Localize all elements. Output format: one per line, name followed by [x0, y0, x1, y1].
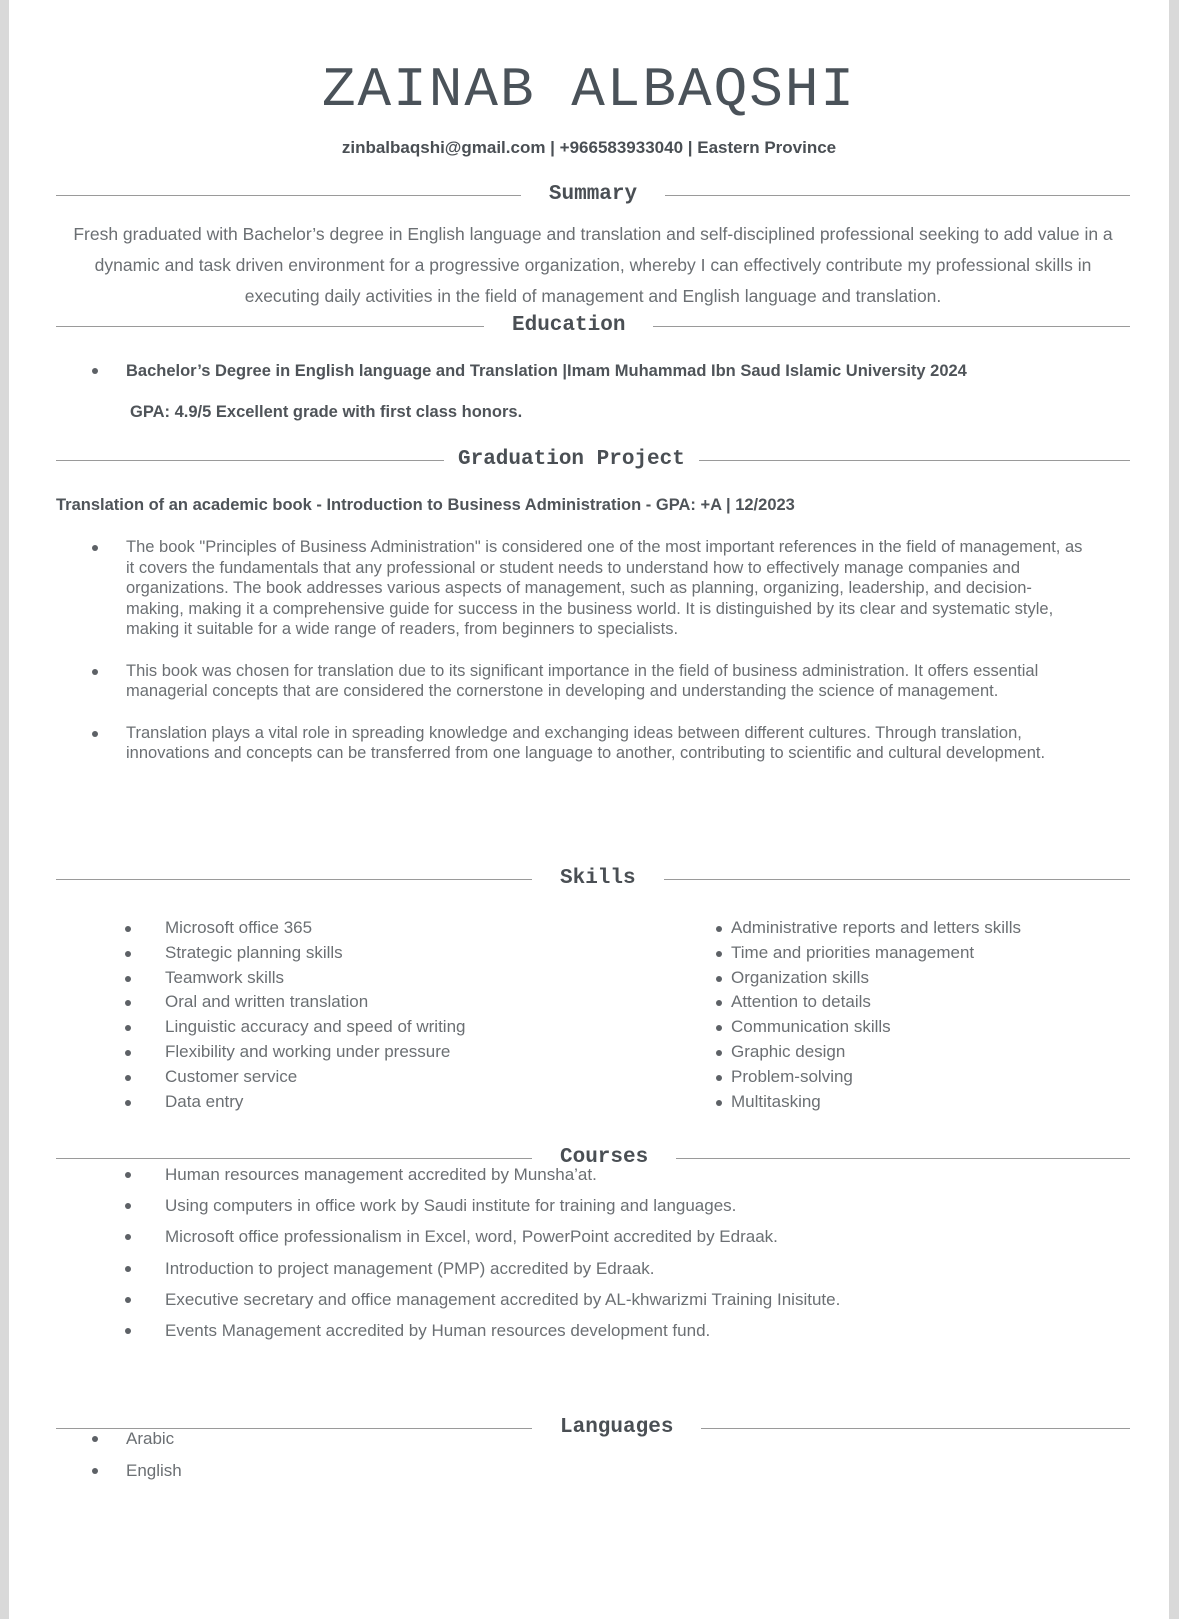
course-text: Using computers in office work by Saudi institute for training and languages.	[165, 1196, 737, 1216]
language-item	[89, 1423, 489, 1455]
skill-text: Strategic planning skills	[165, 942, 343, 962]
skill-text: Multitasking	[731, 1091, 821, 1111]
project-bullet	[89, 537, 1089, 640]
bullet-icon	[716, 1075, 722, 1081]
section-title-languages: Languages	[560, 1416, 674, 1439]
bullet-icon	[125, 1075, 131, 1081]
skill-text: Teamwork skills	[165, 967, 285, 987]
divider-right	[665, 195, 1130, 196]
project-title: Translation of an academic book - Introduction to Business Administration - GPA: +A | 12/2023	[56, 496, 795, 514]
bullet-icon	[125, 1328, 131, 1334]
bullet-icon	[125, 1297, 131, 1303]
section-title-courses: Courses	[560, 1146, 649, 1169]
bullet-icon	[92, 731, 98, 737]
bullet-icon	[716, 1000, 722, 1006]
skill-text: Flexibility and working under pressure	[165, 1041, 451, 1061]
bullet-icon	[716, 1025, 722, 1031]
course-item	[122, 1159, 1122, 1190]
project-bullet-text: This book was chosen for translation due to its significant importance in the field of business administration. It offers essential managerial concepts that are considered the cornerstone in developing and understanding the science of management.	[126, 661, 1039, 700]
skill-item	[715, 1040, 1135, 1065]
skill-text: Administrative reports and letters skills	[731, 918, 1022, 937]
section-header-education	[56, 312, 1130, 340]
skill-item	[715, 1090, 1135, 1115]
bullet-icon	[92, 1468, 98, 1474]
resume-page	[9, 0, 1169, 1619]
bullet-icon	[125, 1203, 131, 1209]
language-text: Arabic	[126, 1429, 175, 1448]
skill-text: Graphic design	[731, 1041, 846, 1061]
course-text: Events Management accredited by Human resources development fund.	[165, 1321, 711, 1341]
course-text: Executive secretary and office management accredited by AL-khwarizmi Training Inisitute.	[165, 1289, 841, 1309]
skill-text: Oral and written translation	[165, 992, 369, 1012]
skill-item	[715, 966, 1135, 991]
project-bullet	[89, 723, 1089, 764]
course-item	[122, 1190, 1122, 1221]
skill-text: Time and priorities management	[731, 942, 975, 962]
skills-list-right	[715, 916, 1135, 1114]
skill-item	[715, 916, 1135, 941]
skill-item	[122, 990, 542, 1015]
bullet-icon	[125, 1234, 131, 1240]
section-title-summary: Summary	[548, 183, 638, 206]
skill-item	[715, 941, 1135, 966]
project-bullet	[89, 661, 1089, 702]
bullet-icon	[716, 1100, 722, 1106]
skill-item	[715, 1015, 1135, 1040]
bullet-icon	[125, 1266, 131, 1272]
language-text: English	[126, 1460, 182, 1480]
divider-right	[653, 326, 1130, 327]
project-bullet-text: The book "Principles of Business Administration" is considered one of the most important references in the field of management, as it covers the fundamentals that any professional or student needs to understand how to effectively manage companies and organizations. The book addresses various aspects of management, such as planning, organizing, leadership, and decision-making, making it a comprehensive guide for success in the business world. It is distinguished by its clear and systematic style, making it suitable for a wide range of readers, from beginners to specialists.	[126, 538, 1083, 638]
course-item	[122, 1284, 1122, 1315]
skill-item	[715, 1065, 1135, 1090]
section-title-graduation-project: Graduation Project	[458, 448, 685, 471]
course-text: Microsoft office professionalism in Excel, word, PowerPoint accredited by Edraak.	[165, 1227, 778, 1247]
skill-item	[122, 966, 542, 991]
language-item	[89, 1455, 489, 1487]
summary-text: Fresh graduated with Bachelor’s degree in English language and translation and self-disciplined professional seeking to add value in a dynamic and task driven environment for a progressive organization, whereby I can effectively contribute my professional skills in executing daily activities in the field of management and English language and translation.	[73, 224, 1113, 306]
bullet-icon	[92, 545, 98, 551]
project-bullets	[89, 537, 1089, 785]
candidate-name: ZAINAB ALBAQSHI	[321, 58, 857, 122]
skill-text: Attention to details	[731, 992, 871, 1012]
education-list	[89, 360, 1149, 382]
skill-text: Data entry	[165, 1091, 244, 1111]
skill-text: Communication skills	[731, 1017, 891, 1037]
skill-text: Problem-solving	[731, 1066, 853, 1086]
skill-item	[715, 990, 1135, 1015]
skill-text: Microsoft office 365	[165, 918, 313, 937]
divider-left	[56, 326, 484, 327]
course-item	[122, 1253, 1122, 1284]
contact-line: zinbalbaqshi@gmail.com | +966583933040 | Eastern Province	[341, 138, 837, 157]
divider-right	[699, 460, 1130, 461]
course-text: Human resources management accredited by Munsha’at.	[165, 1165, 597, 1184]
skill-item	[122, 1015, 542, 1040]
bullet-icon	[125, 926, 131, 932]
skill-text: Organization skills	[731, 967, 869, 987]
bullet-icon	[125, 1172, 131, 1178]
bullet-icon	[716, 1050, 722, 1056]
bullet-icon	[125, 976, 131, 982]
bullet-icon	[92, 368, 98, 374]
gpa-text: GPA: 4.9/5 Excellent grade with first class honors.	[130, 403, 523, 421]
skill-item	[122, 1040, 542, 1065]
project-bullet-text: Translation plays a vital role in spreading knowledge and exchanging ideas between different cultures. Through translation, innovations and concepts can be transferred from one language to another, contributing to scientific and cultural development.	[126, 723, 1046, 762]
skill-text: Customer service	[165, 1066, 298, 1086]
education-item	[89, 360, 1149, 382]
section-header-summary	[56, 181, 1130, 209]
divider-right	[701, 1428, 1130, 1429]
skill-item	[122, 941, 542, 966]
courses-list	[122, 1159, 1122, 1346]
divider-right	[664, 879, 1130, 880]
divider-left	[56, 460, 444, 461]
bullet-icon	[125, 1050, 131, 1056]
bullet-icon	[716, 951, 722, 957]
bullet-icon	[716, 926, 722, 932]
bullet-icon	[92, 1436, 98, 1442]
section-header-skills	[56, 865, 1130, 893]
section-title-education: Education	[512, 314, 626, 337]
skill-text: Linguistic accuracy and speed of writing	[165, 1017, 466, 1037]
bullet-icon	[125, 1100, 131, 1106]
bullet-icon	[125, 1025, 131, 1031]
bullet-icon	[92, 669, 98, 675]
section-header-graduation-project	[56, 446, 1130, 474]
skill-item	[122, 1065, 542, 1090]
skill-item	[122, 1090, 542, 1115]
bullet-icon	[716, 976, 722, 982]
divider-left	[56, 195, 521, 196]
course-item	[122, 1221, 1122, 1252]
course-text: Introduction to project management (PMP) accredited by Edraak.	[165, 1258, 655, 1278]
degree-text: Bachelor’s Degree in English language and Translation |Imam Muhammad Ibn Saud Islamic University 2024	[126, 362, 967, 380]
section-title-skills: Skills	[560, 867, 636, 890]
bullet-icon	[125, 951, 131, 957]
skills-list-left	[122, 916, 542, 1114]
course-item	[122, 1315, 1122, 1346]
languages-list	[89, 1423, 489, 1486]
skill-item	[122, 916, 542, 941]
bullet-icon	[125, 1000, 131, 1006]
divider-left	[56, 879, 532, 880]
